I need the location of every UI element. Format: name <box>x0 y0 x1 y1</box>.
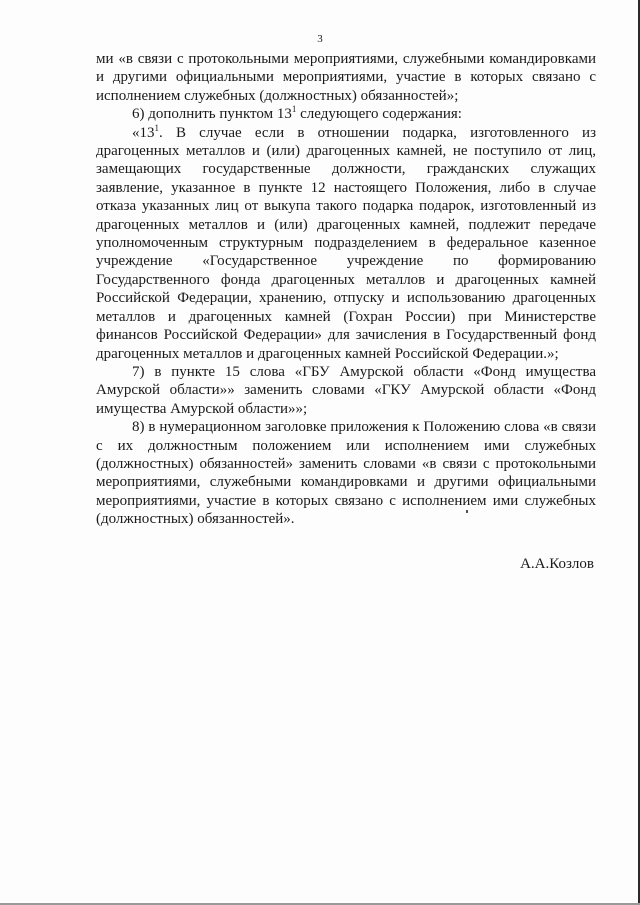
superscript: 1 <box>154 122 159 133</box>
paragraph-continuation: ми «в связи с протокольными мероприятиями, служебными командировками и другими официальными мероприятиями, участие в которых связано с исполнением служебных (должностных) обязанностей»; <box>96 51 596 104</box>
page-number: 3 <box>317 33 323 45</box>
clause-13-1-text: . В случае если в отношении подарка, изготовленного из драгоценных металлов и (или) драгоценных камней, не поступило от лиц, замещающих государственные должности, гражданских служащих заявление, указанное в пункте 12 настоящего Положения, либо в случае отказа указанных лиц от выкупа такого подарка подарок, изготовленный из драгоценных металлов и (или) драгоценных камней, подлежит передаче уполномоченным структурным подразделением в федеральное казенное учреждение «Государственное учреждение по формированию Государственного фонда драгоценных металлов и драгоценных камней Российской Федерации, хранению, отпуску и использованию драгоценных металлов и драгоценных камней (Гохран России) при Министерстве финансов Российской Федерации» для зачисления в Государственный фонд драгоценных металлов и драгоценных камней Российской Федерации.»; <box>96 124 596 362</box>
paragraph-item-7: 7) в пункте 15 слова «ГБУ Амурской области «Фонд имущества Амурской области»» заменить словами «ГКУ Амурской области «Фонд имущества Амурской области»»; <box>96 363 596 417</box>
paragraph-item-8: 8) в нумерационном заголовке приложения к Положению слова «в связи с их должностным положением или исполнением ими служебных (должностных) обязанностей» заменить словами «в связи с протокольными мероприятиями, служебными командировками и другими официальными мероприятиями, участие в которых связано с исполнением ими служебных (должностных) обязанностей». <box>96 419 596 528</box>
paragraph-item-6 <box>96 105 596 123</box>
scan-speck <box>466 510 468 513</box>
paragraph-clause-13-1 <box>96 124 596 363</box>
item-6-text-end: следующего содержания: <box>296 106 462 123</box>
signature-name: А.А.Козлов <box>520 556 594 572</box>
superscript: 1 <box>291 104 297 115</box>
clause-13-1-number: «13 <box>132 124 155 141</box>
document-body <box>96 50 596 529</box>
item-6-text: 6) дополнить пунктом 13 <box>132 106 292 123</box>
